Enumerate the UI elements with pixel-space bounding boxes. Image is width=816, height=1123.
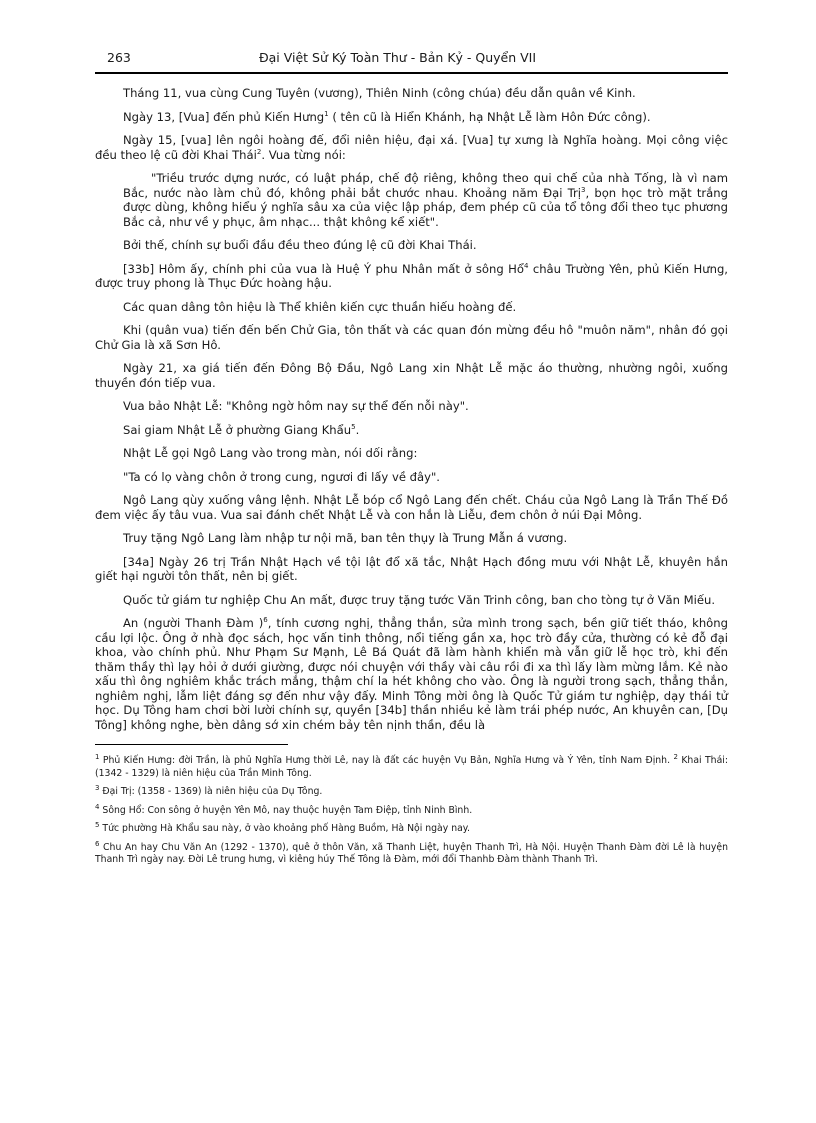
body-paragraph: [95, 531, 728, 546]
body-paragraph: [95, 555, 728, 584]
footnote-ref: 1: [324, 109, 329, 118]
paragraph-text: ( tên cũ là Hiển Khánh, hạ Nhật Lễ làm Hôn Đức công).: [328, 109, 651, 124]
paragraph-text: Quốc tử giám tư nghiệp Chu An mất, được truy tặng tước Văn Trinh công, ban cho tòng tự ở Văn Miếu.: [123, 592, 716, 607]
body-paragraph: [95, 361, 728, 390]
paragraph-text: An (người Thanh Đàm ): [123, 616, 264, 630]
body-paragraph: [95, 616, 728, 732]
paragraph-text: "Ta có lọ vàng chôn ở trong cung, ngươi đi lấy về đây".: [123, 469, 440, 484]
footnote: [95, 839, 728, 867]
page-number: 263: [107, 50, 131, 65]
footnote-number: 2: [673, 752, 678, 761]
body-text: [95, 86, 728, 732]
footnote: [95, 752, 728, 780]
footnote-text: Khai Thái: (1342 - 1329) là niên hiệu của Trần Minh Tông.: [95, 755, 728, 779]
body-paragraph: [95, 110, 728, 125]
paragraph-text: Ngày 13, [Vua] đến phủ Kiến Hưng: [123, 109, 325, 124]
footnote: [95, 783, 728, 799]
footnote: [95, 820, 728, 836]
paragraph-text: [33b] Hôm ấy, chính phi của vua là Huệ Ý phu Nhân mất ở sông Hổ: [123, 261, 524, 276]
footnote: [95, 802, 728, 818]
paragraph-text: Nhật Lễ gọi Ngô Lang vào trong màn, nói dối rằng:: [123, 446, 418, 460]
paragraph-text: Bởi thế, chính sự buổi đầu đều theo đúng lệ cũ đời Khai Thái.: [123, 238, 477, 252]
document-page: [95, 50, 728, 873]
paragraph-text: Ngô Lang qùy xuống vâng lệnh. Nhật Lễ bóp cổ Ngô Lang đến chết. Cháu của Ngô Lang là Trần Thế Đồ đem việc ấy tâu vua. Vua sai đánh chết Nhật Lễ và con hắn là Liễu, đem chôn ở núi Đại Mông.: [95, 493, 728, 522]
paragraph-text: . Vua từng nói:: [261, 147, 346, 162]
body-paragraph: [95, 323, 728, 352]
page-header: [95, 50, 728, 74]
paragraph-text: châu Trường Yên, phủ Kiến Hưng, được truy phong là Thục Đức hoàng hậu.: [95, 261, 728, 290]
paragraph-text: , bọn học trò mặt trắng được dùng, không hiểu ý nghĩa sâu xa của việc lập pháp, đem phép cũ của tổ tông đổi theo tục phương Bắc cả, như về y phục, âm nhạc... thật không kể xiết".: [123, 185, 728, 229]
body-paragraph: [95, 593, 728, 608]
footnotes: [95, 752, 728, 867]
paragraph-text: Tháng 11, vua cùng Cung Tuyên (vương), Thiên Ninh (công chúa) đều dẫn quân về Kinh.: [123, 86, 636, 100]
footnote-ref: 5: [351, 422, 356, 431]
paragraph-text: .: [355, 422, 360, 437]
paragraph-text: , tính cương nghị, thẳng thắn, sửa mình trong sạch, bền giữ tiết tháo, không cầu lợi lộc. Ông ở nhà đọc sách, học vấn tinh thông, nổi tiếng gần xa, học trò đầy cửa, thường có kẻ đỗ đại khoa, vào chính phủ. Như Phạm Sư Mạnh, Lê Bá Quát đã làm hành khiển mà vẫn giữ lễ học trò, khi đến thăm thầy thì lạy hỏi ở dưới giường, được nói chuyện với thầy vài câu rồi đi xa thì lấy làm mừng lắm. Kẻ nào xấu thì ông nghiêm khắc trách mắng, thậm chí la hét không cho vào. Ông là người trong sạch, thẳng thắn, nghiêm nghị, lẫm liệt đáng sợ đến như vậy đấy. Minh Tông mời ông là Quốc Tử giám tư nghiệp, dạy thái tử học. Dụ Tông ham chơi bời lười chính sự, quyền [34b] thần nhiều kẻ làm trái phép nước, An khuyên can, [Dụ Tông] không nghe, bèn dâng sớ xin chém bảy tên nịnh thần, đều là: [95, 616, 728, 732]
paragraph-text: Ngày 21, xa giá tiến đến Đông Bộ Đầu, Ngô Lang xin Nhật Lễ mặc áo thường, nhường ngôi, xuống thuyền đón tiếp vua.: [95, 361, 728, 390]
running-title: Đại Việt Sử Ký Toàn Thư - Bản Kỷ - Quyển VII: [258, 50, 537, 65]
paragraph-text: Vua bảo Nhật Lễ: "Không ngờ hôm nay sự thể đến nỗi này".: [123, 399, 469, 413]
paragraph-text: Sai giam Nhật Lễ ở phường Giang Khẩu: [123, 422, 352, 437]
body-paragraph: [95, 300, 728, 315]
footnote-ref: 3: [581, 185, 586, 194]
body-paragraph: [95, 171, 728, 229]
footnote-number: 3: [95, 783, 100, 792]
footnote-number: 1: [95, 752, 100, 761]
footnote-text: Đại Trị: (1358 - 1369) là niên hiệu của Dụ Tông.: [99, 786, 323, 797]
body-paragraph: [95, 262, 728, 291]
paragraph-text: "Triều trước dựng nước, có luật pháp, chế độ riêng, không theo qui chế của nhà Tống, là vì nam Bắc, nước nào làm chủ đó, không phải bắt chước nhau. Khoảng năm Đại Trị: [123, 171, 728, 200]
paragraph-text: Truy tặng Ngô Lang làm nhập tư nội mã, ban tên thụy là Trung Mẫn á vương.: [123, 531, 568, 545]
footnote-ref: 6: [263, 616, 268, 625]
body-paragraph: [95, 493, 728, 522]
paragraph-text: Các quan dâng tôn hiệu là Thể khiên kiến cực thuần hiếu hoàng đế.: [123, 299, 517, 314]
paragraph-text: [34a] Ngày 26 trị Trần Nhật Hạch về tội lật đổ xã tắc, Nhật Hạch đồng mưu với Nhật Lễ, khuyên hắn giết hại người tôn thất, nên bị giết.: [95, 554, 728, 583]
footnote-separator: [95, 744, 288, 745]
body-paragraph: [95, 470, 728, 485]
footnote-number: 5: [95, 820, 100, 829]
body-paragraph: [95, 399, 728, 414]
footnote-text: Tức phường Hà Khẩu sau này, ở vào khoảng phố Hàng Buồm, Hà Nội ngày nay.: [99, 823, 470, 834]
footnote-text: Phủ Kiến Hưng: đời Trần, là phủ Nghĩa Hưng thời Lê, nay là đất các huyện Vụ Bản, Nghĩa Hưng và Ý Yên, tỉnh Nam Định.: [99, 755, 674, 766]
body-paragraph: [95, 446, 728, 461]
paragraph-text: Khi (quân vua) tiến đến bến Chử Gia, tôn thất và các quan đón mừng đều hô "muôn năm", nhân đó gọi Chử Gia là xã Sơn Hô.: [95, 323, 728, 352]
paragraph-text: Ngày 15, [vua] lên ngôi hoàng đế, đổi niên hiệu, đại xá. [Vua] tự xưng là Nghĩa hoàng. Mọi công việc đều theo lệ cũ đời Khai Thái: [95, 133, 728, 162]
footnote-text: Chu An hay Chu Văn An (1292 - 1370), quê ở thôn Văn, xã Thanh Liệt, huyện Thanh Trì, Hà Nội. Huyện Thanh Đàm đời Lê là huyện Thanh Trì ngày nay. Đời Lê trung hưng, vì kiêng húy Thế Tông là Đàm, mới đổi Thanhb Đàm thành Thanh Trì.: [95, 841, 728, 865]
footnote-number: 6: [95, 839, 100, 848]
body-paragraph: [95, 423, 728, 438]
footnote-text: Sông Hổ: Con sông ở huyện Yên Mô, nay thuộc huyện Tam Điệp, tỉnh Ninh Bình.: [99, 804, 473, 816]
footnote-ref: 4: [523, 261, 529, 270]
body-paragraph: [95, 133, 728, 162]
body-paragraph: [95, 86, 728, 101]
footnote-number: 4: [95, 802, 100, 811]
footnote-ref: 2: [256, 147, 262, 156]
body-paragraph: [95, 238, 728, 253]
